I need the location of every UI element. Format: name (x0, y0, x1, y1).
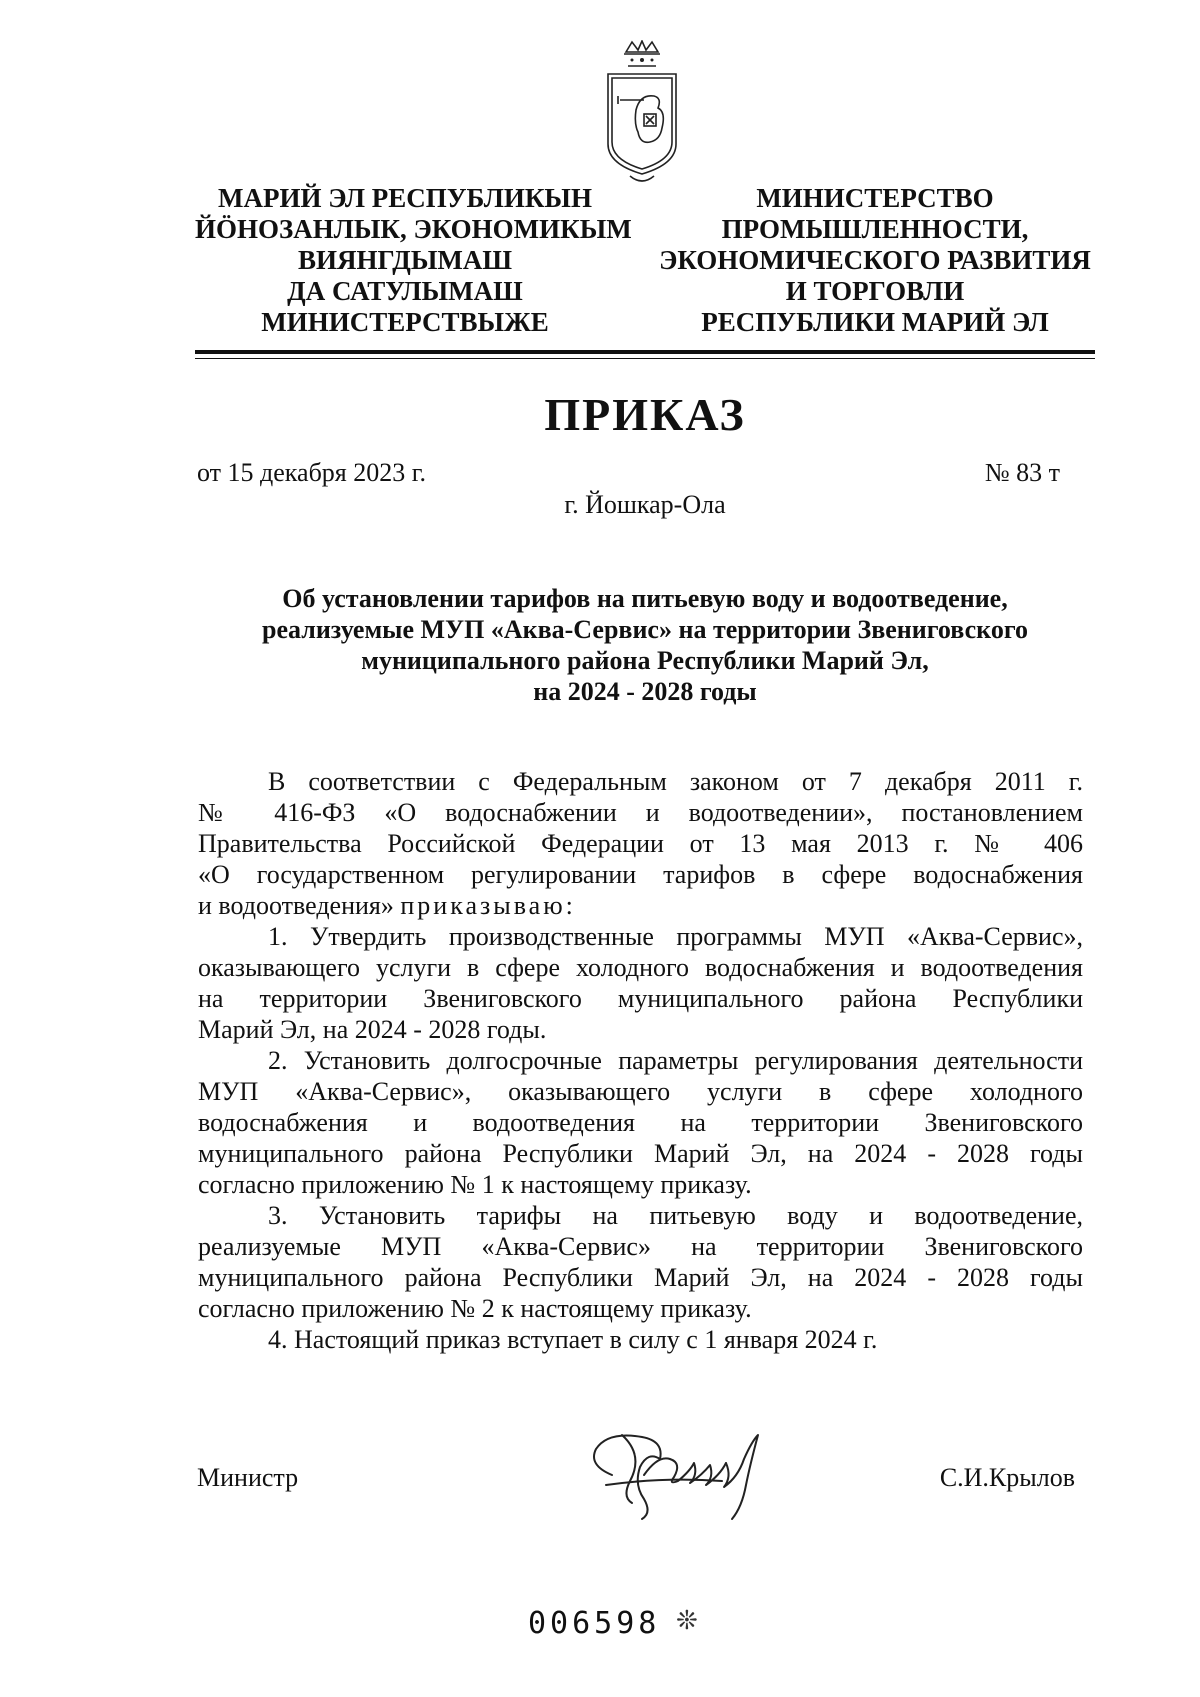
body-line: МУП «Аква-Сервис», оказывающего услуги в сфере холодного (198, 1077, 1083, 1106)
coat-of-arms-icon (596, 40, 688, 188)
registration-mark-icon: ❊ (676, 1606, 698, 1635)
clause-4: 4. Настоящий приказ вступает в силу с 1 января 2024 г. (268, 1325, 878, 1354)
ministry-name-russian-line: ПРОМЫШЛЕННОСТИ, (721, 214, 1029, 244)
clause-2: 2. Установить долгосрочные параметры регулирования деятельности (268, 1046, 1083, 1075)
order-word: приказываю: (400, 891, 576, 920)
header-divider-thin (195, 358, 1095, 359)
body-line: муниципального района Республики Марий Эл, на 2024 - 2028 годы (198, 1263, 1083, 1292)
body-line: муниципального района Республики Марий Эл, на 2024 - 2028 годы (198, 1139, 1083, 1168)
body-line: № 416-ФЗ «О водоснабжении и водоотведении», постановлением (198, 798, 1083, 827)
body-line: Правительства Российской Федерации от 13 мая 2013 г. № 406 (198, 829, 1083, 858)
body-line (198, 890, 1083, 921)
document-date: от 15 декабря 2023 г. (197, 458, 426, 487)
document-number: № 83 т (984, 458, 1060, 487)
body-line: реализуемые МУП «Аква-Сервис» на территории Звениговского (198, 1232, 1083, 1261)
body-line-part: и водоотведения» (198, 891, 394, 920)
signer-name: С.И.Крылов (939, 1463, 1075, 1492)
signer-post: Министр (197, 1463, 299, 1492)
body-line: Марий Эл, на 2024 - 2028 годы. (198, 1015, 547, 1044)
document-title-line: на 2024 - 2028 годы (533, 677, 757, 706)
clause-1: 1. Утвердить производственные программы МУП «Аква-Сервис», (268, 922, 1083, 951)
document-type: ПРИКАЗ (544, 389, 746, 440)
document-city: г. Йошкар-Ола (564, 490, 726, 519)
ministry-name-russian-line: И ТОРГОВЛИ (785, 276, 965, 306)
body-line: согласно приложению № 1 к настоящему приказу. (198, 1170, 752, 1199)
body-line: В соответствии с Федеральным законом от 7 декабря 2011 г. (268, 767, 1083, 796)
ministry-name-mari-line: ДА САТУЛЫМАШ (287, 276, 523, 306)
body-line: на территории Звениговского муниципального района Республики (198, 984, 1083, 1013)
body-line: оказывающего услуги в сфере холодного водоснабжения и водоотведения (198, 953, 1083, 982)
document-title-line: Об установлении тарифов на питьевую воду и водоотведение, (282, 584, 1008, 613)
ministry-name-russian-line: ЭКОНОМИЧЕСКОГО РАЗВИТИЯ (659, 245, 1091, 275)
ministry-name-mari-line: МАРИЙ ЭЛ РЕСПУБЛИКЫН (218, 183, 592, 213)
clause-3: 3. Установить тарифы на питьевую воду и водоотведение, (268, 1201, 1083, 1230)
body-line: водоснабжения и водоотведения на территории Звениговского (198, 1108, 1083, 1137)
body-line: согласно приложению № 2 к настоящему приказу. (198, 1294, 752, 1323)
document-body (198, 766, 1083, 1355)
ministry-name-mari-line: ВИЯНГДЫМАШ (297, 245, 513, 275)
header-divider-thick (195, 350, 1095, 354)
document-title (195, 583, 1095, 707)
body-line: «О государственном регулировании тарифов в сфере водоснабжения (198, 860, 1083, 889)
ministry-name-russian (655, 183, 1095, 338)
ministry-name-mari-line: МИНИСТЕРСТВЫЖЕ (261, 307, 549, 337)
ministry-name-russian-line: РЕСПУБЛИКИ МАРИЙ ЭЛ (701, 307, 1049, 337)
document-title-line: реализуемые МУП «Аква-Сервис» на территории Звениговского (262, 615, 1028, 644)
ministry-name-russian-line: МИНИСТЕРСТВО (756, 183, 994, 213)
ministry-name-mari-line: ЙÖНОЗАНЛЫК, ЭКОНОМИКЫМ (195, 214, 632, 244)
handwritten-signature (582, 1415, 792, 1525)
ministry-name-mari (195, 183, 632, 338)
registration-number: 006598 (528, 1606, 661, 1641)
document-title-line: муниципального района Республики Марий Эл, (361, 646, 929, 675)
